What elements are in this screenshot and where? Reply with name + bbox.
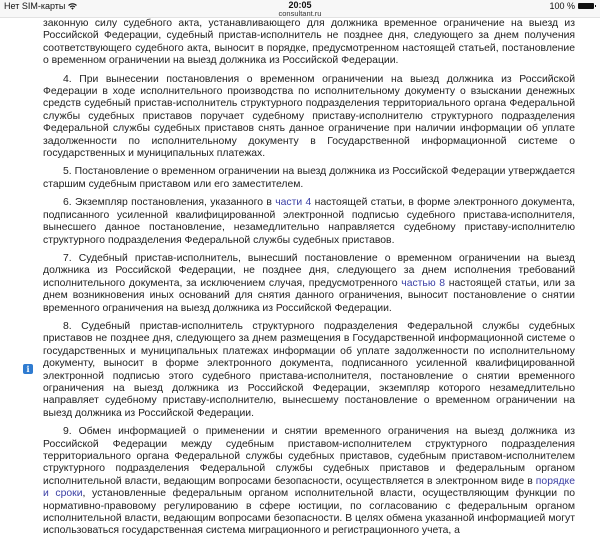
battery-icon xyxy=(578,3,594,9)
url-domain[interactable]: consultant.ru xyxy=(278,9,322,18)
link-part-4[interactable]: части 4 xyxy=(275,197,312,209)
paragraph-9 xyxy=(43,426,575,538)
status-center xyxy=(0,0,600,17)
paragraph-9-text-b: , установленные федеральным органом исполнительной власти, осуществляющим функции по нормативно-правовому регулированию в сфере юстиции, по согласованию с федеральным органом исполнительной власти, ведающим вопросами безопасности. В целях обмена указанной информацией могут использоваться государственная система миграционного и регистрационного учета, а xyxy=(43,488,575,537)
paragraph-7 xyxy=(43,253,575,315)
paragraph-4: 4. При вынесении постановления о временном ограничении на выезд должника из Российской Федерации в ходе исполнительного производства по исполнительному документу о взыскании денежных средств судебный пристав-исполнитель структурного подразделения территориального органа Федеральной службы судебных приставов поручает судебному приставу-исполнителю структурного подразделения Федеральной службы судебных приставов снять данное ограничение при наличии информации об уплате задолженности по исполнительному документу в Государственной информационной системе о государственных и муниципальных платежах. xyxy=(43,73,575,160)
paragraph-5: 5. Постановление о временном ограничении на выезд должника из Российской Федерации утверждается старшим судебным приставом или его заместителем. xyxy=(43,166,575,190)
battery-percent: 100 % xyxy=(549,1,575,11)
status-bar xyxy=(0,0,600,18)
carrier-label: Нет SIM-карты xyxy=(4,1,66,11)
paragraph-8: 8. Судебный пристав-исполнитель структурного подразделения Федеральной службы судебных приставов не позднее дня, следующего за днем размещения в Государственной информационной системе о государственных и муниципальных платежах информации об уплате задолженности по исполнительному документу, выносит в форме электронного документа, подписанного усиленной квалифицированной электронной подписью этого судебного пристава-исполнителя, постановление о снятии временного ограничения на выезд должника из Российской Федерации, экземпляр которого незамедлительно направляет судебному приставу-исполнителю, вынесшему постановление о временном ограничении на выезд должника из Российской Федерации. xyxy=(43,320,575,419)
paragraph-7-text-b: настоящей статьи, или за днем возникновения иных оснований для снятия данного ограничения, выносит постановление о снятии временного ограничения на выезд должника из Российской Федерации. xyxy=(43,277,575,314)
paragraph-6-text-a: 6. Экземпляр постановления, указанного в xyxy=(63,197,276,209)
link-part-8[interactable]: частью 8 xyxy=(401,277,446,289)
document-body xyxy=(43,18,575,544)
paragraph-continuation: законную силу судебного акта, устанавливающего для должника временное ограничение на выезд из Российской Федерации, судебный пристав-исполнитель не позднее дня, следующего за днем получения соответствующего судебного акта, выносит в порядке, предусмотренном настоящей статьей, постановление о временном ограничении на выезд должника из Российской Федерации. xyxy=(43,18,575,67)
clock: 20:05 xyxy=(288,0,312,10)
paragraph-7-text-a: 7. Судебный пристав-исполнитель, вынесший постановление о временном ограничении на выезд должника из Российской Федерации, не позднее дня, следующего за днем исполнения требований исполнительного документа, за исключением случая, предусмотренного xyxy=(43,252,575,289)
paragraph-6-text-b: настоящей статьи, в форме электронного документа, подписанного усиленной квалифицированной электронной подписью судебного пристава-исполнителя, вынесшего данное постановление, незамедлительно направляется судебному приставу-исполнителю структурного подразделения Федеральной службы судебных приставов. xyxy=(43,197,575,246)
link-procedure-and-terms[interactable]: порядке и сроки xyxy=(43,475,575,500)
info-icon[interactable]: i xyxy=(23,364,33,374)
status-right xyxy=(549,1,594,11)
paragraph-6 xyxy=(43,197,575,247)
paragraph-9-text-a: 9. Обмен информацией о применении и снятии временного ограничения на выезд должника из Российской Федерации между судебным приставом-исполнителем структурного подразделения территориального органа Федеральной службы судебных приставов, судебным приставом-исполнителем структурного подразделения Федеральной службы судебных приставов и федеральным органом исполнительной власти, ведающим вопросами безопасности, осуществляется в электронном виде в xyxy=(43,426,575,487)
